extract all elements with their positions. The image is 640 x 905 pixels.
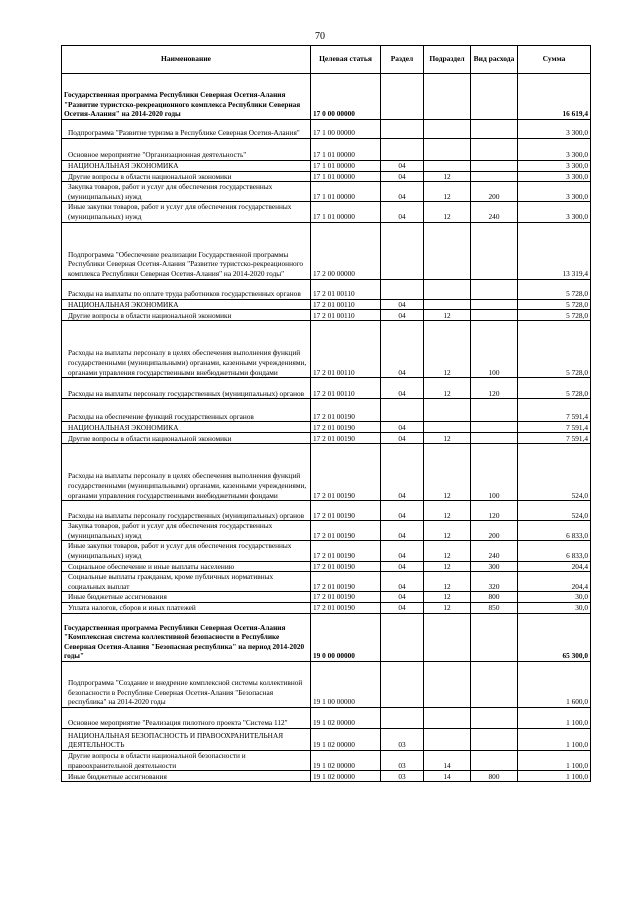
row-subsection-cell	[424, 222, 471, 279]
row-target-article-cell: 19 0 00 00000	[311, 613, 381, 661]
row-name-cell: Подпрограмма "Обеспечение реализации Государственной программы Республики Северная Осетия-Алания "Развитие туристско-рекреационного комплекса Республики Северная Осетия-Алания" на 2014-2020 годы"	[62, 222, 311, 279]
row-amount-cell: 5 728,0	[518, 321, 591, 378]
row-amount-cell: 16 619,4	[518, 74, 591, 120]
row-amount-cell: 65 300,0	[518, 613, 591, 661]
row-amount-cell: 3 300,0	[518, 139, 591, 161]
row-section-cell	[381, 661, 424, 707]
table-row	[62, 182, 591, 202]
row-target-article-cell: 17 2 01 00190	[311, 561, 381, 572]
row-expense-type-cell: 800	[471, 771, 518, 782]
row-section-cell: 04	[381, 182, 424, 202]
table-row	[62, 613, 591, 661]
row-subsection-cell: 12	[424, 541, 471, 561]
row-section-cell: 04	[381, 501, 424, 521]
row-target-article-cell: 19 1 02 00000	[311, 771, 381, 782]
row-subsection-cell: 12	[424, 572, 471, 592]
row-subsection-cell: 12	[424, 521, 471, 541]
row-target-article-cell: 17 2 01 00190	[311, 422, 381, 433]
row-amount-cell: 6 833,0	[518, 521, 591, 541]
header-name: Наименование	[62, 46, 311, 74]
row-section-cell: 03	[381, 728, 424, 750]
header-section: Раздел	[381, 46, 424, 74]
table-row	[62, 433, 591, 444]
table-row	[62, 310, 591, 321]
row-subsection-cell	[424, 161, 471, 172]
table-row	[62, 161, 591, 172]
row-name-cell: НАЦИОНАЛЬНАЯ БЕЗОПАСНОСТЬ И ПРАВООХРАНИТЕЛЬНАЯ ДЕЯТЕЛЬНОСТЬ	[62, 728, 311, 750]
table-row	[62, 444, 591, 501]
row-subsection-cell: 12	[424, 561, 471, 572]
row-section-cell: 04	[381, 171, 424, 182]
row-name-cell: Другие вопросы в области национальной экономики	[62, 433, 311, 444]
table-row	[62, 728, 591, 750]
row-section-cell	[381, 74, 424, 120]
row-name-cell: НАЦИОНАЛЬНАЯ ЭКОНОМИКА	[62, 299, 311, 310]
row-name-cell: Другие вопросы в области национальной безопасности и правоохранительной деятельности	[62, 750, 311, 770]
table-row	[62, 222, 591, 279]
row-expense-type-cell	[471, 74, 518, 120]
row-expense-type-cell	[471, 279, 518, 299]
table-row	[62, 171, 591, 182]
header-target-article: Целевая статья	[311, 46, 381, 74]
row-name-cell: Социальное обеспечение и иные выплаты населению	[62, 561, 311, 572]
row-expense-type-cell: 300	[471, 561, 518, 572]
row-section-cell	[381, 707, 424, 728]
row-subsection-cell: 12	[424, 321, 471, 378]
table-row	[62, 521, 591, 541]
row-name-cell: Подпрограмма "Развитие туризма в Республике Северная Осетия-Алания"	[62, 120, 311, 139]
table-row	[62, 299, 591, 310]
row-section-cell: 04	[381, 541, 424, 561]
row-amount-cell: 524,0	[518, 501, 591, 521]
row-section-cell: 04	[381, 202, 424, 222]
row-amount-cell: 524,0	[518, 444, 591, 501]
row-name-cell: Иные закупки товаров, работ и услуг для обеспечения государственных (муниципальных) нужд	[62, 202, 311, 222]
row-section-cell: 04	[381, 572, 424, 592]
table-row	[62, 602, 591, 613]
row-amount-cell: 3 300,0	[518, 182, 591, 202]
row-target-article-cell: 17 2 01 00190	[311, 521, 381, 541]
row-target-article-cell: 19 1 00 00000	[311, 661, 381, 707]
row-section-cell: 04	[381, 299, 424, 310]
row-expense-type-cell: 200	[471, 182, 518, 202]
table-row	[62, 541, 591, 561]
row-expense-type-cell	[471, 399, 518, 422]
row-name-cell: Другие вопросы в области национальной экономики	[62, 171, 311, 182]
row-name-cell: Расходы на выплаты по оплате труда работников государственных органов	[62, 279, 311, 299]
row-target-article-cell: 17 1 00 00000	[311, 120, 381, 139]
row-target-article-cell: 17 2 01 00190	[311, 602, 381, 613]
row-section-cell	[381, 139, 424, 161]
row-section-cell	[381, 222, 424, 279]
row-subsection-cell: 12	[424, 433, 471, 444]
table-header-row	[62, 46, 591, 74]
row-subsection-cell: 12	[424, 592, 471, 603]
row-section-cell	[381, 279, 424, 299]
header-amount: Сумма	[518, 46, 591, 74]
table-row	[62, 592, 591, 603]
row-expense-type-cell: 120	[471, 378, 518, 399]
row-expense-type-cell	[471, 120, 518, 139]
row-target-article-cell: 17 2 01 00190	[311, 572, 381, 592]
row-section-cell: 03	[381, 771, 424, 782]
row-name-cell: Расходы на выплаты персоналу государственных (муниципальных) органов	[62, 378, 311, 399]
row-amount-cell: 13 319,4	[518, 222, 591, 279]
row-amount-cell: 3 300,0	[518, 171, 591, 182]
table-row	[62, 279, 591, 299]
row-subsection-cell	[424, 707, 471, 728]
row-amount-cell: 204,4	[518, 572, 591, 592]
table-row	[62, 501, 591, 521]
row-subsection-cell: 12	[424, 501, 471, 521]
row-section-cell: 04	[381, 161, 424, 172]
row-target-article-cell: 17 2 00 00000	[311, 222, 381, 279]
row-target-article-cell: 17 1 01 00000	[311, 139, 381, 161]
row-amount-cell: 5 728,0	[518, 299, 591, 310]
row-name-cell: Основное мероприятие "Организационная деятельность"	[62, 139, 311, 161]
row-target-article-cell: 17 1 01 00000	[311, 161, 381, 172]
row-section-cell: 04	[381, 310, 424, 321]
row-section-cell: 04	[381, 561, 424, 572]
row-expense-type-cell	[471, 161, 518, 172]
row-subsection-cell: 14	[424, 771, 471, 782]
row-subsection-cell	[424, 661, 471, 707]
row-subsection-cell: 12	[424, 444, 471, 501]
table-row	[62, 202, 591, 222]
row-target-article-cell: 17 2 01 00190	[311, 444, 381, 501]
row-subsection-cell: 14	[424, 750, 471, 770]
row-expense-type-cell	[471, 139, 518, 161]
table-row	[62, 422, 591, 433]
row-expense-type-cell	[471, 222, 518, 279]
table-row	[62, 661, 591, 707]
row-section-cell: 04	[381, 321, 424, 378]
row-subsection-cell	[424, 120, 471, 139]
row-subsection-cell: 12	[424, 171, 471, 182]
row-subsection-cell	[424, 613, 471, 661]
row-subsection-cell	[424, 728, 471, 750]
row-expense-type-cell: 800	[471, 592, 518, 603]
row-section-cell	[381, 120, 424, 139]
table-row	[62, 139, 591, 161]
row-section-cell: 04	[381, 422, 424, 433]
row-name-cell: НАЦИОНАЛЬНАЯ ЭКОНОМИКА	[62, 422, 311, 433]
row-expense-type-cell: 850	[471, 602, 518, 613]
row-name-cell: Закупка товаров, работ и услуг для обеспечения государственных (муниципальных) нужд	[62, 521, 311, 541]
row-expense-type-cell: 320	[471, 572, 518, 592]
row-subsection-cell: 12	[424, 202, 471, 222]
table-row	[62, 378, 591, 399]
row-amount-cell: 3 300,0	[518, 161, 591, 172]
row-expense-type-cell: 120	[471, 501, 518, 521]
row-amount-cell: 1 100,0	[518, 707, 591, 728]
row-section-cell: 03	[381, 750, 424, 770]
budget-table	[61, 45, 591, 782]
header-expense-type: Вид расхода	[471, 46, 518, 74]
row-section-cell	[381, 613, 424, 661]
header-subsection: Подраздел	[424, 46, 471, 74]
row-section-cell: 04	[381, 592, 424, 603]
row-amount-cell: 7 591,4	[518, 422, 591, 433]
row-name-cell: Иные бюджетные ассигнования	[62, 592, 311, 603]
row-target-article-cell: 17 0 00 00000	[311, 74, 381, 120]
row-target-article-cell: 17 1 01 00000	[311, 171, 381, 182]
row-target-article-cell: 17 2 01 00110	[311, 299, 381, 310]
table-row	[62, 572, 591, 592]
row-subsection-cell	[424, 74, 471, 120]
row-name-cell: Государственная программа Республики Северная Осетия-Алания "Развитие туристско-рекреационного комплекса Республики Северная Осетия-Алания" на 2014-2020 годы	[62, 74, 311, 120]
row-name-cell: Расходы на выплаты персоналу в целях обеспечения выполнения функций государственными (муниципальными) органами, казенными учреждениями, органами управления государственными внебюджетными фондами	[62, 321, 311, 378]
row-subsection-cell	[424, 399, 471, 422]
row-amount-cell: 5 728,0	[518, 378, 591, 399]
row-section-cell: 04	[381, 444, 424, 501]
row-target-article-cell: 17 2 01 00110	[311, 321, 381, 378]
table-row	[62, 399, 591, 422]
row-subsection-cell	[424, 422, 471, 433]
row-target-article-cell: 17 2 01 00190	[311, 433, 381, 444]
row-target-article-cell: 17 2 01 00110	[311, 279, 381, 299]
row-amount-cell: 3 300,0	[518, 120, 591, 139]
row-name-cell: Основное мероприятие "Реализация пилотного проекта "Система 112"	[62, 707, 311, 728]
table-row	[62, 321, 591, 378]
row-amount-cell: 204,4	[518, 561, 591, 572]
row-name-cell: Другие вопросы в области национальной экономики	[62, 310, 311, 321]
table-row	[62, 120, 591, 139]
row-expense-type-cell: 240	[471, 202, 518, 222]
row-expense-type-cell	[471, 661, 518, 707]
row-expense-type-cell	[471, 310, 518, 321]
table-row	[62, 750, 591, 770]
row-name-cell: Уплата налогов, сборов и иных платежей	[62, 602, 311, 613]
row-section-cell: 04	[381, 521, 424, 541]
row-section-cell: 04	[381, 602, 424, 613]
row-target-article-cell: 17 1 01 00000	[311, 202, 381, 222]
row-subsection-cell	[424, 279, 471, 299]
row-subsection-cell: 12	[424, 182, 471, 202]
row-expense-type-cell	[471, 707, 518, 728]
row-expense-type-cell: 200	[471, 521, 518, 541]
row-target-article-cell: 19 1 02 00000	[311, 750, 381, 770]
row-amount-cell: 1 100,0	[518, 728, 591, 750]
row-target-article-cell: 17 1 01 00000	[311, 182, 381, 202]
row-target-article-cell: 17 2 01 00110	[311, 310, 381, 321]
row-name-cell: Иные закупки товаров, работ и услуг для обеспечения государственных (муниципальных) нужд	[62, 541, 311, 561]
row-name-cell: Закупка товаров, работ и услуг для обеспечения государственных (муниципальных) нужд	[62, 182, 311, 202]
row-name-cell: Расходы на выплаты персоналу государственных (муниципальных) органов	[62, 501, 311, 521]
row-amount-cell: 1 100,0	[518, 750, 591, 770]
row-target-article-cell: 19 1 02 00000	[311, 728, 381, 750]
row-amount-cell: 30,0	[518, 602, 591, 613]
row-expense-type-cell	[471, 422, 518, 433]
row-amount-cell: 6 833,0	[518, 541, 591, 561]
row-target-article-cell: 17 2 01 00190	[311, 592, 381, 603]
row-expense-type-cell: 240	[471, 541, 518, 561]
row-section-cell	[381, 399, 424, 422]
row-target-article-cell: 17 2 01 00190	[311, 399, 381, 422]
row-amount-cell: 5 728,0	[518, 279, 591, 299]
row-expense-type-cell: 100	[471, 321, 518, 378]
row-name-cell: Расходы на выплаты персоналу в целях обеспечения выполнения функций государственными (муниципальными) органами, казенными учреждениями, органами управления государственными внебюджетными фондами	[62, 444, 311, 501]
row-expense-type-cell	[471, 433, 518, 444]
row-subsection-cell: 12	[424, 602, 471, 613]
row-target-article-cell: 17 2 01 00190	[311, 541, 381, 561]
row-expense-type-cell	[471, 299, 518, 310]
row-name-cell: Государственная программа Республики Северная Осетия-Алания "Комплексная система коллективной безопасности в Республике Северная Осетия-Алания "Безопасная республика" на период 2014-2020 годы"	[62, 613, 311, 661]
table-row	[62, 707, 591, 728]
row-name-cell: Расходы на обеспечение функций государственных органов	[62, 399, 311, 422]
row-amount-cell: 1 100,0	[518, 771, 591, 782]
row-name-cell: Подпрограмма "Создание и внедрение комплексной системы коллективной безопасности в Республике Северная Осетия-Алания "Безопасная республика" на 2014-2020 годы	[62, 661, 311, 707]
row-expense-type-cell	[471, 171, 518, 182]
row-subsection-cell: 12	[424, 378, 471, 399]
row-section-cell: 04	[381, 378, 424, 399]
table-row	[62, 74, 591, 120]
row-name-cell: Иные бюджетные ассигнования	[62, 771, 311, 782]
row-name-cell: НАЦИОНАЛЬНАЯ ЭКОНОМИКА	[62, 161, 311, 172]
table-row	[62, 561, 591, 572]
row-subsection-cell: 12	[424, 310, 471, 321]
row-amount-cell: 30,0	[518, 592, 591, 603]
row-expense-type-cell	[471, 613, 518, 661]
row-expense-type-cell	[471, 728, 518, 750]
row-expense-type-cell	[471, 750, 518, 770]
row-target-article-cell: 17 2 01 00190	[311, 501, 381, 521]
row-subsection-cell	[424, 299, 471, 310]
row-amount-cell: 3 300,0	[518, 202, 591, 222]
row-section-cell: 04	[381, 433, 424, 444]
row-target-article-cell: 17 2 01 00110	[311, 378, 381, 399]
row-subsection-cell	[424, 139, 471, 161]
row-amount-cell: 7 591,4	[518, 433, 591, 444]
row-expense-type-cell: 100	[471, 444, 518, 501]
row-amount-cell: 5 728,0	[518, 310, 591, 321]
row-name-cell: Социальные выплаты гражданам, кроме публичных нормативных социальных выплат	[62, 572, 311, 592]
row-amount-cell: 7 591,4	[518, 399, 591, 422]
row-amount-cell: 1 600,0	[518, 661, 591, 707]
row-target-article-cell: 19 1 02 00000	[311, 707, 381, 728]
page-number: 70	[315, 31, 325, 42]
table-row	[62, 771, 591, 782]
